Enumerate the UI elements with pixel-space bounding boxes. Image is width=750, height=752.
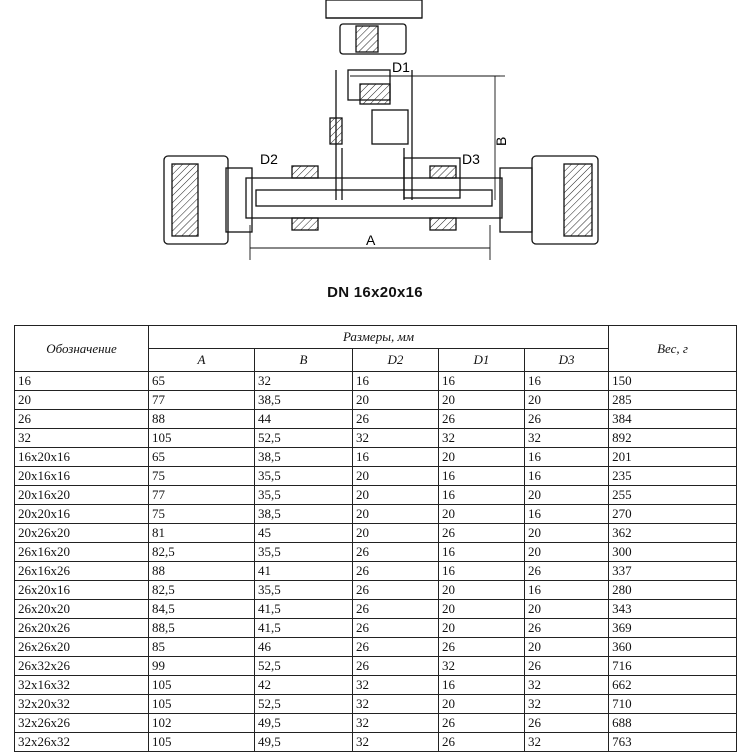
table-cell: 32x26x32 xyxy=(15,733,149,752)
table-cell: 255 xyxy=(609,486,737,505)
table-cell: 270 xyxy=(609,505,737,524)
table-cell: 32 xyxy=(525,733,609,752)
table-cell: 20 xyxy=(439,448,525,467)
table-cell: 16 xyxy=(525,505,609,524)
table-cell: 82,5 xyxy=(149,581,255,600)
table-cell: 16x20x16 xyxy=(15,448,149,467)
table-cell: 16 xyxy=(525,581,609,600)
table-cell: 16 xyxy=(439,562,525,581)
run-body xyxy=(246,158,502,230)
table-cell: 45 xyxy=(255,524,353,543)
table-cell: 84,5 xyxy=(149,600,255,619)
table-cell: 362 xyxy=(609,524,737,543)
table-cell: 32x20x32 xyxy=(15,695,149,714)
table-cell: 38,5 xyxy=(255,448,353,467)
table-cell: 26 xyxy=(439,714,525,733)
table-cell: 26 xyxy=(525,657,609,676)
table-cell: 77 xyxy=(149,486,255,505)
table-cell: 300 xyxy=(609,543,737,562)
table-cell: 75 xyxy=(149,467,255,486)
table-cell: 26 xyxy=(439,524,525,543)
table-cell: 82,5 xyxy=(149,543,255,562)
table-cell: 65 xyxy=(149,372,255,391)
table-cell: 26 xyxy=(525,562,609,581)
table-cell: 892 xyxy=(609,429,737,448)
table-cell: 16 xyxy=(525,372,609,391)
table-cell: 20x16x20 xyxy=(15,486,149,505)
table-cell: 32 xyxy=(439,657,525,676)
table-cell: 20 xyxy=(525,638,609,657)
label-b: B xyxy=(493,136,509,146)
table-cell: 105 xyxy=(149,733,255,752)
table-cell: 52,5 xyxy=(255,657,353,676)
table-cell: 26 xyxy=(353,657,439,676)
table-cell: 16 xyxy=(439,372,525,391)
table-cell: 102 xyxy=(149,714,255,733)
table-cell: 384 xyxy=(609,410,737,429)
table-row xyxy=(15,410,737,429)
table-row xyxy=(15,714,737,733)
table-cell: 32 xyxy=(525,676,609,695)
table-cell: 41,5 xyxy=(255,600,353,619)
table-cell: 20 xyxy=(525,486,609,505)
dimensions-table xyxy=(14,325,737,752)
table-cell: 32 xyxy=(255,372,353,391)
table-row xyxy=(15,543,737,562)
table-cell: 32 xyxy=(353,695,439,714)
table-cell: 201 xyxy=(609,448,737,467)
table-cell: 32x16x32 xyxy=(15,676,149,695)
table-cell: 35,5 xyxy=(255,581,353,600)
table-cell: 26x32x26 xyxy=(15,657,149,676)
table-cell: 20 xyxy=(439,600,525,619)
left-nut xyxy=(164,156,252,244)
table-row xyxy=(15,676,737,695)
table-cell: 32 xyxy=(353,676,439,695)
table-cell: 81 xyxy=(149,524,255,543)
table-cell: 710 xyxy=(609,695,737,714)
table-cell: 26 xyxy=(353,543,439,562)
table-cell: 20 xyxy=(439,505,525,524)
table-cell: 343 xyxy=(609,600,737,619)
table-cell: 26 xyxy=(439,410,525,429)
header-d1: D1 xyxy=(439,349,525,372)
table-cell: 26x20x20 xyxy=(15,600,149,619)
table-cell: 26 xyxy=(525,619,609,638)
table-cell: 32 xyxy=(353,429,439,448)
table-row xyxy=(15,695,737,714)
table-cell: 16 xyxy=(439,676,525,695)
table-cell: 20 xyxy=(525,600,609,619)
table-cell: 20 xyxy=(525,524,609,543)
table-row xyxy=(15,657,737,676)
table-cell: 26x16x26 xyxy=(15,562,149,581)
table-cell: 20 xyxy=(15,391,149,410)
table-cell: 38,5 xyxy=(255,505,353,524)
table-cell: 16 xyxy=(353,448,439,467)
table-cell: 20 xyxy=(439,619,525,638)
table-cell: 20 xyxy=(439,695,525,714)
table-cell: 49,5 xyxy=(255,733,353,752)
header-weight: Вес, г xyxy=(609,326,737,372)
table-row xyxy=(15,638,737,657)
table-cell: 16 xyxy=(439,486,525,505)
right-nut xyxy=(500,156,598,244)
table-row xyxy=(15,391,737,410)
table-cell: 16 xyxy=(525,448,609,467)
table-cell: 35,5 xyxy=(255,543,353,562)
table-cell: 32x26x26 xyxy=(15,714,149,733)
top-nut xyxy=(326,0,422,54)
table-cell: 88 xyxy=(149,562,255,581)
table-cell: 77 xyxy=(149,391,255,410)
table-cell: 42 xyxy=(255,676,353,695)
table-cell: 41,5 xyxy=(255,619,353,638)
table-cell: 26 xyxy=(525,714,609,733)
table-cell: 88,5 xyxy=(149,619,255,638)
table-row xyxy=(15,448,737,467)
table-cell: 46 xyxy=(255,638,353,657)
table-cell: 716 xyxy=(609,657,737,676)
table-cell: 32 xyxy=(525,695,609,714)
table-cell: 85 xyxy=(149,638,255,657)
table-cell: 32 xyxy=(353,733,439,752)
table-cell: 763 xyxy=(609,733,737,752)
table-cell: 26 xyxy=(439,733,525,752)
table-cell: 26 xyxy=(353,600,439,619)
header-a: A xyxy=(149,349,255,372)
header-b: B xyxy=(255,349,353,372)
table-cell: 105 xyxy=(149,695,255,714)
label-d3: D3 xyxy=(462,151,480,167)
table-cell: 20 xyxy=(353,467,439,486)
table-cell: 26x20x16 xyxy=(15,581,149,600)
table-cell: 360 xyxy=(609,638,737,657)
table-row xyxy=(15,486,737,505)
table-cell: 20 xyxy=(439,581,525,600)
table-cell: 35,5 xyxy=(255,486,353,505)
table-cell: 32 xyxy=(353,714,439,733)
table-cell: 26 xyxy=(525,410,609,429)
table-cell: 20 xyxy=(353,524,439,543)
label-d1: D1 xyxy=(392,59,410,75)
table-cell: 20 xyxy=(525,391,609,410)
table-cell: 65 xyxy=(149,448,255,467)
table-cell: 41 xyxy=(255,562,353,581)
tee-fitting-drawing xyxy=(0,0,750,280)
table-cell: 38,5 xyxy=(255,391,353,410)
table-cell: 26x26x20 xyxy=(15,638,149,657)
header-d2: D2 xyxy=(353,349,439,372)
table-cell: 662 xyxy=(609,676,737,695)
table-cell: 26 xyxy=(353,638,439,657)
label-d2: D2 xyxy=(260,151,278,167)
table-row xyxy=(15,524,737,543)
table-cell: 20 xyxy=(353,505,439,524)
table-row xyxy=(15,619,737,638)
table-cell: 26x16x20 xyxy=(15,543,149,562)
table-cell: 20 xyxy=(439,391,525,410)
table-cell: 16 xyxy=(353,372,439,391)
table-cell: 20x20x16 xyxy=(15,505,149,524)
header-d3: D3 xyxy=(525,349,609,372)
table-cell: 105 xyxy=(149,676,255,695)
table-cell: 369 xyxy=(609,619,737,638)
table-row xyxy=(15,581,737,600)
table-row xyxy=(15,505,737,524)
table-cell: 285 xyxy=(609,391,737,410)
table-cell: 52,5 xyxy=(255,429,353,448)
table-cell: 16 xyxy=(525,467,609,486)
table-cell: 32 xyxy=(439,429,525,448)
table-cell: 20 xyxy=(353,486,439,505)
table-cell: 20x26x20 xyxy=(15,524,149,543)
fitting-caption: DN 16x20x16 xyxy=(327,284,423,301)
table-cell: 16 xyxy=(439,467,525,486)
table-cell: 26 xyxy=(353,581,439,600)
table-cell: 337 xyxy=(609,562,737,581)
table-cell: 16 xyxy=(439,543,525,562)
table-cell: 280 xyxy=(609,581,737,600)
table-cell: 20x16x16 xyxy=(15,467,149,486)
table-cell: 26 xyxy=(353,410,439,429)
table-cell: 44 xyxy=(255,410,353,429)
table-cell: 35,5 xyxy=(255,467,353,486)
label-a: A xyxy=(366,232,376,248)
table-cell: 26 xyxy=(15,410,149,429)
table-cell: 20 xyxy=(353,391,439,410)
table-cell: 99 xyxy=(149,657,255,676)
table-row xyxy=(15,733,737,752)
table-cell: 20 xyxy=(525,543,609,562)
table-cell: 32 xyxy=(15,429,149,448)
table-cell: 235 xyxy=(609,467,737,486)
table-cell: 49,5 xyxy=(255,714,353,733)
branch-body xyxy=(330,70,412,200)
table-cell: 105 xyxy=(149,429,255,448)
table-cell: 52,5 xyxy=(255,695,353,714)
table-row xyxy=(15,562,737,581)
table-cell: 16 xyxy=(15,372,149,391)
table-cell: 32 xyxy=(525,429,609,448)
table-cell: 26 xyxy=(439,638,525,657)
table-row xyxy=(15,467,737,486)
table-cell: 26 xyxy=(353,619,439,638)
table-cell: 88 xyxy=(149,410,255,429)
header-dimensions: Размеры, мм xyxy=(149,326,609,349)
table-cell: 150 xyxy=(609,372,737,391)
table-row xyxy=(15,429,737,448)
header-designation: Обозначение xyxy=(15,326,149,372)
table-row xyxy=(15,372,737,391)
table-cell: 26x20x26 xyxy=(15,619,149,638)
table-cell: 75 xyxy=(149,505,255,524)
table-cell: 688 xyxy=(609,714,737,733)
table-row xyxy=(15,600,737,619)
table-cell: 26 xyxy=(353,562,439,581)
